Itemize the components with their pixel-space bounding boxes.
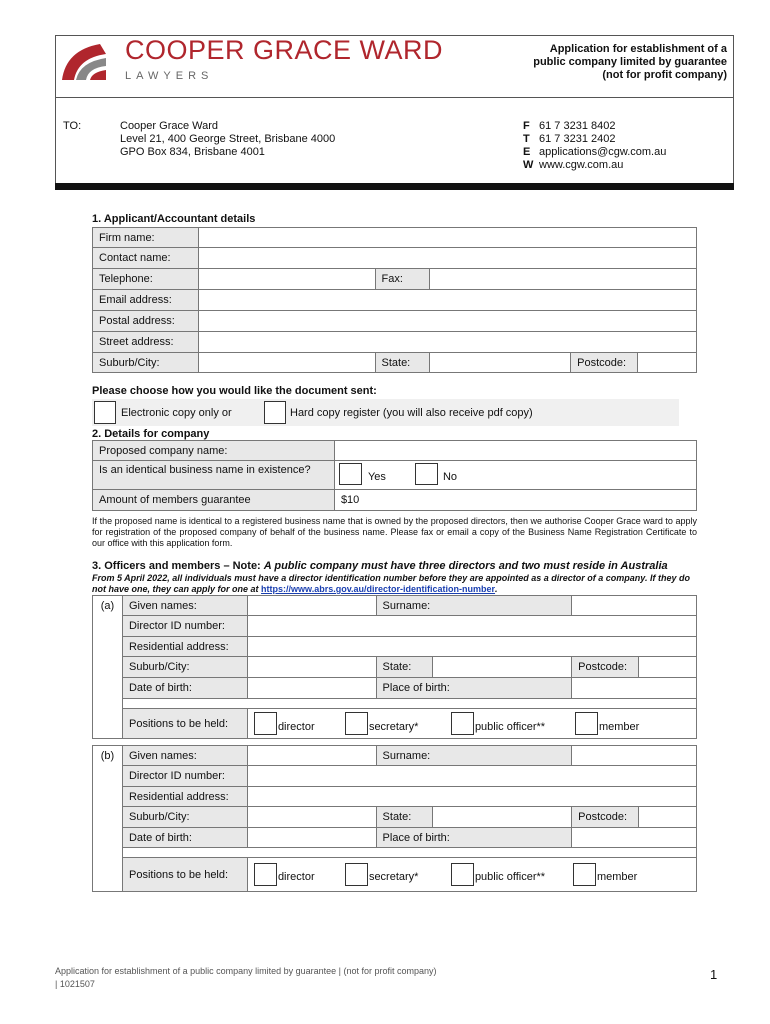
member-label: member (596, 871, 638, 883)
dob-input[interactable] (247, 678, 376, 699)
surname-label: Surname: (376, 596, 572, 616)
title-line: (not for profit company) (602, 69, 727, 81)
title-line: Application for establishment of a (549, 43, 727, 55)
director-label: director (277, 721, 315, 733)
proposed-name-input[interactable] (334, 441, 696, 461)
email-label: Email address: (93, 290, 199, 311)
header-divider (55, 97, 734, 98)
section3-title-prefix: 3. Officers and members – Note: (92, 560, 264, 572)
public-officer-label: public officer** (474, 871, 546, 883)
postal-label: Postal address: (93, 311, 199, 332)
director-checkbox[interactable] (254, 863, 277, 886)
header-bottom-bar (55, 183, 734, 190)
logo-subtitle: LAWYERS (125, 70, 214, 82)
positions-options (247, 709, 696, 739)
dob-label: Date of birth: (122, 828, 247, 848)
telephone-input[interactable] (198, 269, 375, 290)
section3-title-note: A public company must have three directors and two must reside in Australia (263, 560, 668, 572)
positions-label: Positions to be held: (122, 709, 247, 739)
footer-text: Application for establishment of a public company limited by guarantee | (not for profit company) (55, 966, 437, 976)
recipient-address (120, 120, 335, 159)
guarantee-value: $10 (334, 490, 696, 511)
yes-checkbox[interactable] (339, 463, 362, 485)
contact-input[interactable] (198, 248, 696, 269)
suburb-input[interactable] (247, 657, 376, 678)
authorisation-paragraph: If the proposed name is identical to a registered business name that is owned by the proposed directors, then we authorise Cooper Grace ward to apply for registration of the proposed company of behalf of the business name. Please fax or email a copy of the Business Name Registration Certificate to our office with this application form. (92, 516, 697, 548)
pob-label: Place of birth: (376, 828, 572, 848)
website: www.cgw.com.au (539, 159, 624, 171)
postcode-input[interactable] (639, 807, 697, 828)
suburb-input[interactable] (247, 807, 376, 828)
note-period: . (495, 584, 498, 594)
spacer-row (122, 848, 696, 858)
contact-key: T (523, 133, 530, 145)
director-id-input[interactable] (247, 766, 696, 787)
address-line: GPO Box 834, Brisbane 4001 (120, 146, 265, 158)
footer (55, 965, 437, 991)
officer-a-table (92, 595, 697, 739)
public-officer-checkbox[interactable] (451, 712, 474, 735)
to-label: TO: (63, 120, 82, 132)
title-line: public company limited by guarantee (533, 56, 727, 68)
member-checkbox[interactable] (575, 712, 598, 735)
address-line: Level 21, 400 George Street, Brisbane 4000 (120, 133, 336, 145)
spacer-row (122, 699, 696, 709)
logo-wordmark: COOPER GRACE WARD (125, 35, 444, 65)
surname-input[interactable] (572, 596, 697, 616)
secretary-checkbox[interactable] (345, 712, 368, 735)
identical-name-options (334, 461, 696, 490)
applicant-table (92, 227, 697, 373)
state-label: State: (376, 807, 432, 828)
telephone-label: Telephone: (93, 269, 199, 290)
firm-input[interactable] (198, 228, 696, 248)
cgw-logo-icon (60, 40, 108, 82)
director-id-input[interactable] (247, 616, 696, 637)
electronic-checkbox[interactable] (94, 401, 116, 424)
identical-name-label: Is an identical business name in existence? (93, 461, 335, 490)
hardcopy-label: Hard copy register (you will also receive pdf copy) (290, 407, 533, 419)
dob-label: Date of birth: (122, 678, 247, 699)
pob-label: Place of birth: (376, 678, 572, 699)
section1-title: 1. Applicant/Accountant details (92, 213, 256, 225)
company-table (92, 440, 697, 511)
electronic-label: Electronic copy only or (121, 407, 232, 419)
fax-input[interactable] (430, 269, 697, 290)
section2-title: 2. Details for company (92, 428, 210, 440)
director-label: director (277, 871, 315, 883)
state-label: State: (376, 657, 432, 678)
proposed-name-label: Proposed company name: (93, 441, 335, 461)
secretary-label: secretary* (368, 721, 419, 733)
contact-key: E (523, 146, 531, 158)
positions-label: Positions to be held: (122, 858, 247, 892)
guarantee-label: Amount of members guarantee (93, 490, 335, 511)
positions-options (247, 858, 696, 892)
no-checkbox[interactable] (415, 463, 438, 485)
delivery-options (92, 399, 679, 426)
dob-input[interactable] (247, 828, 376, 848)
email-address: applications@cgw.com.au (539, 146, 667, 158)
document-title (487, 43, 727, 82)
contact-key: F (523, 120, 530, 132)
postcode-label: Postcode: (572, 657, 639, 678)
given-names-label: Given names: (122, 596, 247, 616)
state-input[interactable] (432, 657, 572, 678)
director-checkbox[interactable] (254, 712, 277, 735)
email-input[interactable] (198, 290, 696, 311)
state-input[interactable] (430, 353, 571, 373)
page-number: 1 (710, 967, 718, 982)
fax-number: 61 7 3231 8402 (539, 120, 616, 132)
surname-input[interactable] (572, 746, 697, 766)
contact-details (523, 120, 666, 172)
suburb-label: Suburb/City: (122, 807, 247, 828)
public-officer-checkbox[interactable] (451, 863, 474, 886)
postcode-input[interactable] (638, 353, 697, 373)
street-input[interactable] (198, 332, 696, 353)
director-id-note-text: From 5 April 2022, all individuals must have a director identification number before they are appointed as a director of a company. If they do not have one, they can apply for one at (92, 573, 690, 594)
officer-b-table (92, 745, 697, 892)
member-checkbox[interactable] (573, 863, 596, 886)
section3-title (92, 560, 668, 572)
suburb-label: Suburb/City: (122, 657, 247, 678)
pob-input[interactable] (572, 678, 697, 699)
yes-label: Yes (367, 471, 386, 483)
secretary-checkbox[interactable] (345, 863, 368, 886)
street-label: Street address: (93, 332, 199, 353)
residential-label: Residential address: (122, 637, 247, 657)
residential-input[interactable] (247, 637, 696, 657)
residential-label: Residential address: (122, 787, 247, 807)
given-names-label: Given names: (122, 746, 247, 766)
no-label: No (442, 471, 457, 483)
postcode-input[interactable] (639, 657, 697, 678)
member-label: member (598, 721, 640, 733)
footer-code: | 1021507 (55, 979, 95, 989)
residential-input[interactable] (247, 787, 696, 807)
pob-input[interactable] (572, 828, 697, 848)
address-line: Cooper Grace Ward (120, 120, 219, 132)
surname-label: Surname: (376, 746, 572, 766)
postcode-label: Postcode: (571, 353, 638, 373)
officer-b-label: (b) (93, 746, 123, 892)
officer-a-label: (a) (93, 596, 123, 739)
contact-key: W (523, 159, 534, 171)
director-id-link[interactable]: https://www.abrs.gov.au/director-identification-number (261, 584, 496, 594)
fax-label: Fax: (375, 269, 430, 290)
public-officer-label: public officer** (474, 721, 546, 733)
director-id-note (92, 573, 697, 595)
phone-number: 61 7 3231 2402 (539, 133, 616, 145)
director-id-label: Director ID number: (122, 616, 247, 637)
suburb-input[interactable] (198, 353, 375, 373)
given-names-input[interactable] (247, 596, 376, 616)
delivery-title: Please choose how you would like the document sent: (92, 385, 377, 397)
director-id-label: Director ID number: (122, 766, 247, 787)
suburb-label: Suburb/City: (93, 353, 199, 373)
state-input[interactable] (432, 807, 572, 828)
postal-input[interactable] (198, 311, 696, 332)
given-names-input[interactable] (247, 746, 376, 766)
secretary-label: secretary* (368, 871, 419, 883)
postcode-label: Postcode: (572, 807, 639, 828)
contact-label: Contact name: (93, 248, 199, 269)
state-label: State: (375, 353, 430, 373)
hardcopy-checkbox[interactable] (264, 401, 286, 424)
firm-label: Firm name: (93, 228, 199, 248)
